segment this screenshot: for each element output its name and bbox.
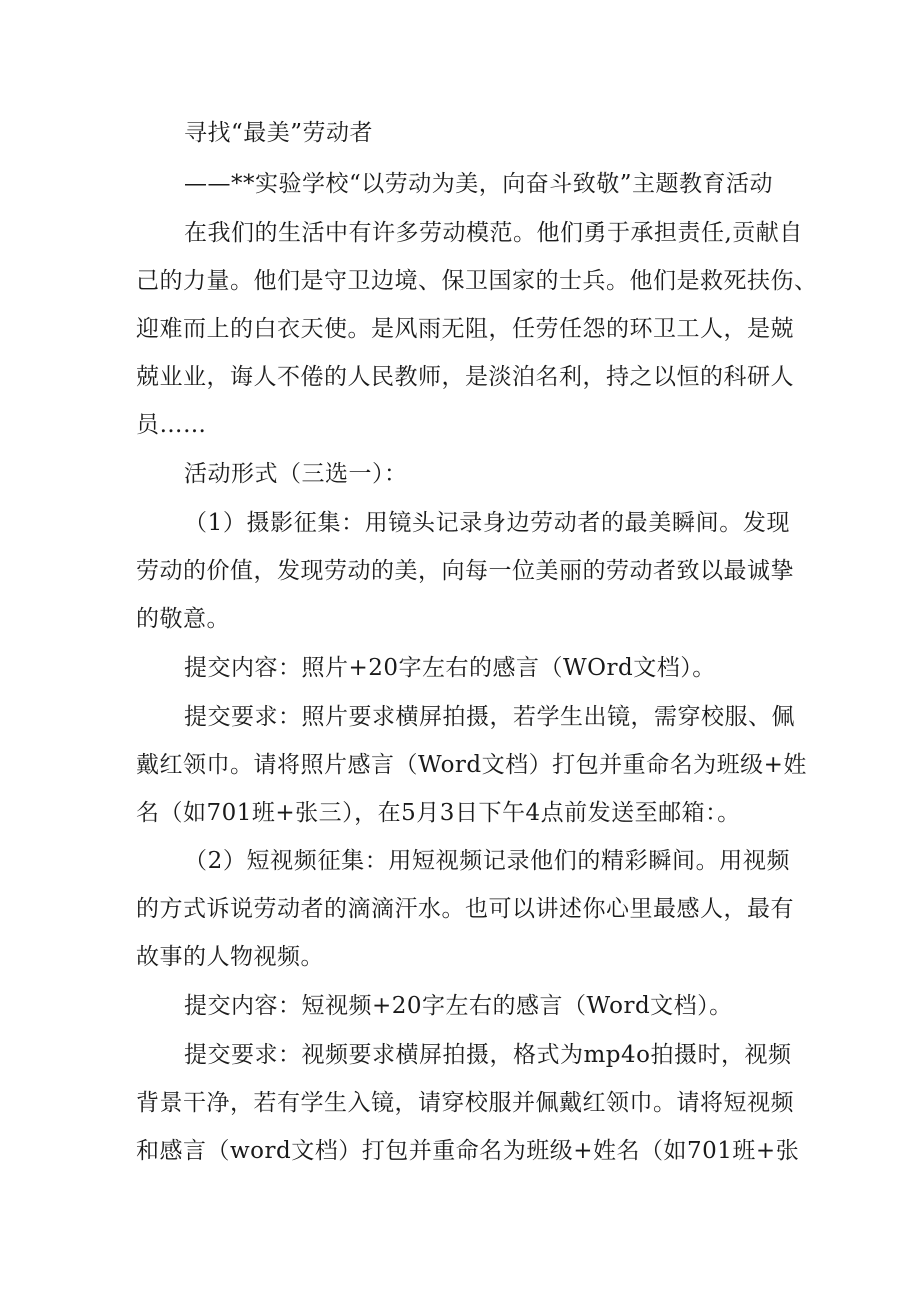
intro-line: 在我们的生活中有许多劳动模范。他们勇于承担责任,贡献自 [184,220,803,246]
option1-content: 提交内容：照片+20字左右的感言（WOrd文档）。 [184,655,716,681]
intro-line: 兢业业，诲人不倦的人民教师，是淡泊名利，持之以恒的科研人 [136,364,794,390]
option1-requirements-line: 戴红领巾。请将照片感言（Word文档）打包并重命名为班级+姓 [136,752,807,778]
option1-description-line: 劳动的价值，发现劳动的美，向每一位美丽的劳动者致以最诚挚 [136,558,794,584]
activity-form-heading: 活动形式（三选一）： [184,461,408,487]
document-subtitle: ——**实验学校“以劳动为美，向奋斗致敬”主题教育活动 [184,171,774,197]
intro-line: 己的力量。他们是守卫边境、保卫国家的士兵。他们是救死扶伤、 [136,268,818,294]
document-title: 寻找“最美”劳动者 [184,120,374,146]
option2-requirements-line: 提交要求：视频要求横屏拍摄，格式为mp4o拍摄时，视频 [184,1042,792,1068]
option2-requirements-line: 背景干净，若有学生入镜，请穿校服并佩戴红领巾。请将短视频 [136,1090,794,1116]
option1-description-line: 的敬意。 [136,606,230,632]
option1-requirements-line: 名（如701班+张三），在5月3日下午4点前发送至邮箱：。 [136,800,741,826]
intro-line: 迎难而上的白衣天使。是风雨无阻，任劳任怨的环卫工人，是兢 [136,316,794,342]
option2-description-line: 故事的人物视频。 [136,944,324,970]
option2-description-line: 的方式诉说劳动者的滴滴汗水。也可以讲述你心里最感人，最有 [136,896,794,922]
option1-description-line: （1）摄影征集：用镜头记录身边劳动者的最美瞬间。发现 [184,510,790,536]
option2-content: 提交内容：短视频+20字左右的感言（Word文档）。 [184,993,733,1019]
option2-description-line: （2）短视频征集：用短视频记录他们的精彩瞬间。用视频 [184,848,790,874]
intro-line: 员…… [136,412,207,438]
option1-requirements-line: 提交要求：照片要求横屏拍摄，若学生出镜，需穿校服、佩 [184,704,795,730]
option2-requirements-line: 和感言（word文档）打包并重命名为班级+姓名（如701班+张 [136,1138,800,1164]
